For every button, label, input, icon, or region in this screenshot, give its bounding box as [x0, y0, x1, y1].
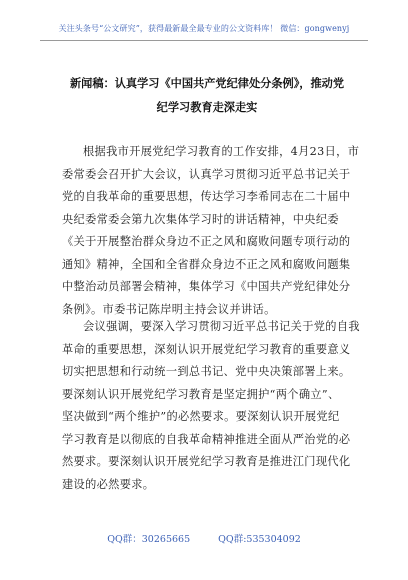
paragraph-line: 会议强调，要深入学习贯彻习近平总书记关于党的自我	[83, 320, 360, 333]
paragraph-line: 党的自我革命的重要思想，传达学习李希同志在二十届中	[62, 190, 351, 203]
paragraph-line: 通知》精神，全国和全省群众身边不正之风和腐败问题集	[62, 257, 351, 271]
paragraph-line: 切实把思想和行动统一到总书记、党中央决策部署上来。	[62, 365, 351, 378]
title-line: 新闻稿：认真学习《中国共产党纪律处分条例》，推动党	[69, 77, 345, 90]
paragraph-line: 《关于开展整治群众身边不正之风和腐败问题专项行动的	[62, 235, 351, 248]
paragraph-line: 建设的必然要求。	[62, 477, 155, 491]
paragraph-2	[62, 316, 358, 496]
paragraph-line: 要深刻认识开展党纪学习教育是坚定拥护“两个确立”、	[62, 387, 340, 401]
paragraph-1	[62, 141, 358, 321]
paragraph-line: 根据我市开展党纪学习教育的工作安排，4月23日，市	[83, 145, 360, 158]
paragraph-line: 委常委会召开扩大会议，认真学习贯彻习近平总书记关于	[62, 167, 351, 181]
paragraph-line: 条例》。市委书记陈岸明主持会议并讲话。	[62, 302, 276, 316]
paragraph-line: 然要求。要深刻认识开展党纪学习教育是推进江门现代化	[62, 455, 351, 468]
paragraph-line: 坚决做到“两个维护”的必然要求。要深刻认识开展党纪	[62, 410, 340, 423]
paragraph-line: 中整治动员部署会精神，集体学习《中国共产党纪律处分	[62, 280, 351, 293]
header-divider	[40, 40, 368, 41]
article-title	[62, 72, 352, 120]
paragraph-line: 革命的重要思想，深刻认识开展党纪学习教育的重要意义	[62, 342, 351, 356]
footer	[0, 534, 408, 546]
header-banner: 关注头条号“公文研究”，获得最新最全最专业的公文资料库！ 微信：gongwenyj	[58, 24, 350, 33]
footer-qq-group-1: QQ群：30265665	[107, 534, 191, 545]
paragraph-line: 学习教育是以彻底的自我革命精神推进全面从严治党的必	[62, 432, 351, 446]
paragraph-line: 央纪委常委会第九次集体学习时的讲话精神，中央纪委	[62, 212, 339, 226]
footer-qq-group-2: QQ群:535304092	[218, 534, 301, 545]
title-line: 纪学习教育走深走实	[156, 101, 258, 114]
